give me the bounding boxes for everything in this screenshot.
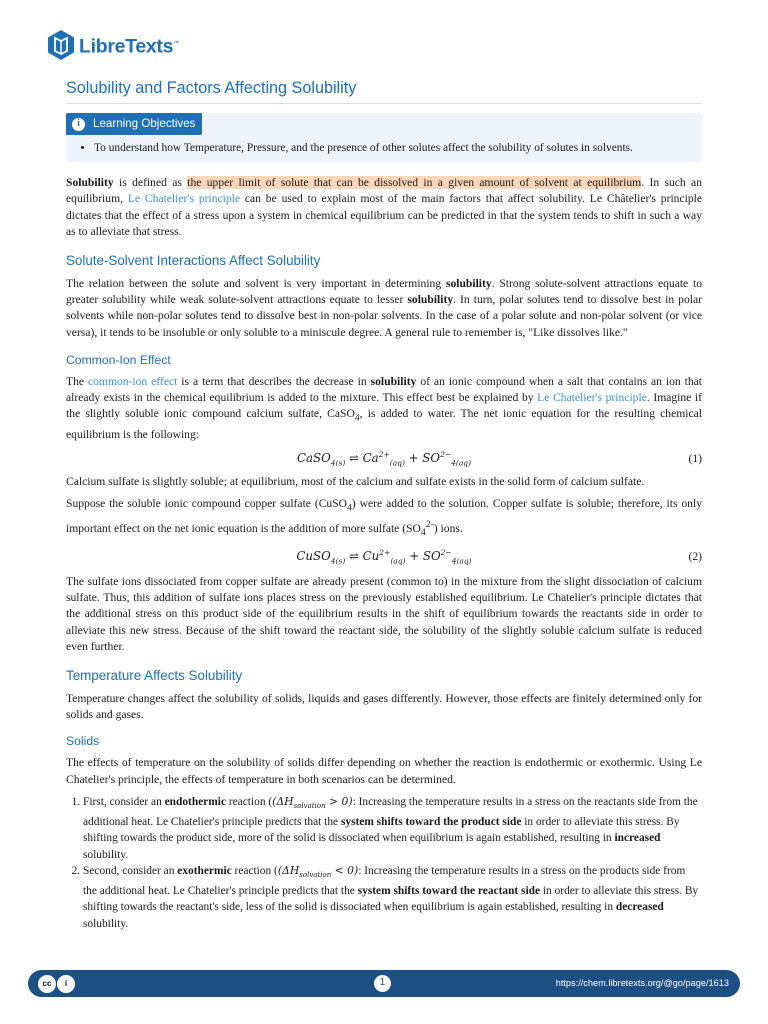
heading-solids: Solids — [66, 734, 100, 749]
sulfate-ions-paragraph: The sulfate ions dissociated from copper sulfate are already present (common to) in the mixture from the slight dissociation of calcium sulfate. Thus, this addition of sulfate ions places stress on the previously established equilibrium. Le Chatelier's principle dictates that the additional stress on this product side of the equilibrium results in the shift of equilibrium towards the reactants side in order to alleviate this new stress. Because of the shift toward the reactant side, the solubility of the slightly soluble calcium sulfate is reduced even further. — [66, 575, 702, 653]
learning-objectives-header — [66, 113, 202, 135]
page-url-link[interactable]: https://chem.libretexts.org/@go/page/1613 — [555, 978, 729, 988]
libretexts-logo-icon — [46, 29, 76, 61]
page-number: 1 — [374, 975, 391, 992]
calcium-sulfate-paragraph: Calcium sulfate is slightly soluble; at equilibrium, most of the calcium and sulfate exists in the solid form of calcium sulfate. — [66, 474, 645, 488]
heading-temperature: Temperature Affects Solubility — [66, 668, 243, 684]
libretexts-logo[interactable] — [46, 28, 179, 62]
equation-1 — [66, 446, 702, 472]
equation-2-number: (2) — [688, 550, 702, 564]
cc-license-badge[interactable] — [37, 974, 75, 994]
list-item-endothermic: 1. First, consider an endothermic reaction ($(\Delta H_{solvation} > 0)$: Increasing the temperature results in a stress on the reactants side from the additional heat. Le Chatelier's principle predicts that the system shifts toward the product side in order to alleviate this stress. By shifting towards the product side, more of the solid is dissociated when equilibrium is again established, resulting in increased solubility. — [83, 794, 702, 863]
common-ion-paragraph: The common-ion effect is a term that describes the decrease in solubility of an ionic compound when a salt that contains an ion that already exists in the chemical equilibrium is added to the mixture. This effect best be explained by Le Chatelier's principle. Imagine if the slightly soluble ionic compound calcium sulfate, CaSO$_4$, is added to water. The net ionic equation for the resulting chemical equilibrium is the following: — [66, 374, 702, 441]
equation-1-body: CaSO$_{4(s)}$ ⇌ $Ca^{2+}_{(aq)} + SO^{2-}_{4(aq)}$ — [296, 449, 472, 467]
highlighted-definition[interactable]: the upper limit of solute that can be dissolved in a given amount of solvent at equilibrium — [187, 176, 642, 190]
learning-objectives-box — [66, 113, 702, 162]
equation-2 — [66, 544, 702, 570]
objectives-list — [66, 140, 702, 156]
solids-list — [66, 794, 702, 932]
common-ion-link[interactable]: common-ion effect — [87, 374, 178, 388]
heading-solute-solvent: Solute-Solvent Interactions Affect Solubility — [66, 253, 321, 269]
info-icon: i — [72, 118, 85, 131]
math-endothermic: $(\Delta H_{solvation} > 0)$ — [272, 794, 353, 811]
attribution-icon: i — [56, 974, 76, 994]
solute-solvent-paragraph: The relation between the solute and solvent is very important in determining solubility. Strong solute-solvent attractions equate to greater solubility while weak solute-solvent attractions equate to lesser solubility. In turn, polar solutes tend to dissolve best in polar solvents while non-polar solutes tend to dissolve best in non-polar solvents. In the case of a polar solute and non-polar solvent (or vice versa), it tends to be insoluble or only soluble to a miniscule degree. A general rule to remember is, "Like dissolves like." — [66, 277, 702, 339]
cc-icon: cc — [37, 974, 57, 994]
le-chatelier-link-2[interactable]: Le Chatelier's principle — [537, 391, 647, 405]
footer-bar — [28, 970, 740, 997]
logo-wordmark: LibreTexts™ — [79, 35, 179, 58]
heading-common-ion: Common-Ion Effect — [66, 352, 171, 367]
solids-paragraph: The effects of temperature on the solubility of solids differ depending on whether the reaction is endothermic or exothermic. Using Le Chatelier's principle, the effects of temperature in both scenarios can be determined. — [66, 756, 702, 786]
page-content — [66, 78, 702, 932]
learning-objectives-label: Learning Objectives — [93, 116, 196, 130]
math-exothermic: $(\Delta H_{solvation} < 0)$ — [277, 863, 359, 879]
copper-sulfate-paragraph: Suppose the soluble ionic compound copper sulfate (CuSO$_4$) were added to the solution. Copper sulfate is soluble; therefore, its only important effect on the net ionic equation is the addition of more sulfate $(SO_4^{2-})$ ions. — [66, 497, 702, 538]
intro-paragraph: Solubility is defined as the upper limit of solute that can be dissolved in a given amount of solvent at equilibrium. In such an equilibrium, Le Chatelier's principle can be used to explain most of the main factors that affect solubility. Le Châtelier's principle dictates that the effect of a stress upon a system in chemical equilibrium can be predicted in that the system tends to shift in such a way as to alleviate that stress. — [66, 176, 703, 238]
equation-2-body: CuSO$_{4(s)}$ ⇌ $Cu^{2+}_{(aq)} + SO^{2-}_{4(aq)}$ — [296, 547, 472, 566]
term-solubility: Solubility — [66, 176, 114, 190]
list-item-exothermic: 2. Second, consider an exothermic reaction ($(\Delta H_{solvation} < 0)$: Increasing the temperature results in a stress on the products side from the additional heat. Le Chatelier's principle predicts that the system shifts toward the reactant side in order to alleviate this stress. By shifting towards the reactant's side, less of the solid is dissociated when equilibrium is again established, resulting in decreased solubility. — [83, 863, 702, 932]
equation-1-number: (1) — [688, 451, 702, 465]
le-chatelier-link[interactable]: Le Chatelier's principle — [127, 192, 241, 206]
page-title: Solubility and Factors Affecting Solubility — [66, 78, 702, 104]
temperature-paragraph: Temperature changes affect the solubility of solids, liquids and gases differently. However, those effects are finitely determined only for solids and gases. — [66, 692, 702, 722]
objective-item: • To understand how Temperature, Pressure, and the presence of other solutes affect the solubility of solutes in solvents. — [94, 140, 702, 156]
